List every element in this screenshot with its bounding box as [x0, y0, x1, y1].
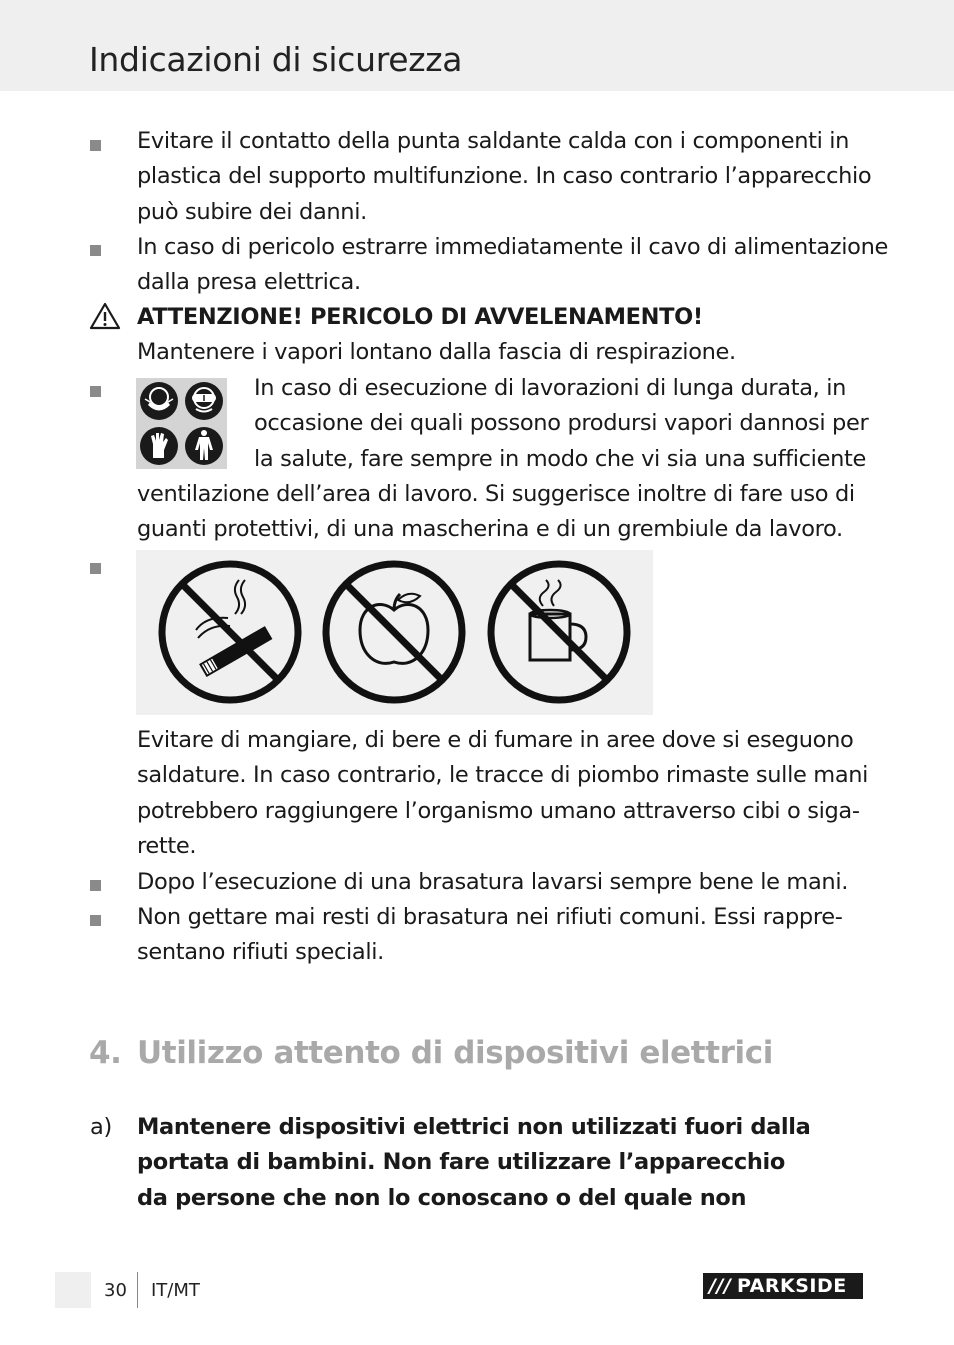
text-line: saldature. In caso contrario, le tracce di piombo rimaste sulle mani [137, 762, 869, 789]
text-line: plastica del supporto multifunzione. In caso contrario l’apparecchio [137, 163, 872, 190]
text-line: guanti protettivi, di una mascherina e di un grembiule da lavoro. [137, 516, 843, 543]
text-line: dalla presa elettrica. [137, 269, 361, 296]
warning-triangle-icon [89, 302, 121, 334]
goggles-icon [185, 382, 223, 420]
gloves-icon [140, 427, 178, 465]
protective-clothing-icon [185, 427, 223, 465]
text-line: Non gettare mai resti di brasatura nei rifiuti comuni. Essi rappre- [137, 904, 843, 930]
list-item [137, 230, 888, 301]
bullet-marker [90, 563, 101, 574]
brand-name: PARKSIDE [737, 1275, 847, 1297]
section-title-text: Utilizzo attento di dispositivi elettrici [137, 1035, 773, 1071]
page-number: 30 [104, 1280, 127, 1301]
text-line: In caso di pericolo estrarre immediatamente il cavo di alimentazione [137, 234, 888, 260]
page-title: Indicazioni di sicurezza [89, 40, 463, 79]
text-line: può subire dei danni. [137, 198, 367, 225]
brand-logo [703, 1273, 863, 1299]
text-line: sentano rifiuti speciali. [137, 939, 384, 966]
text-line: Mantenere dispositivi elettrici non utilizzati fuori dalla [137, 1114, 811, 1140]
list-item-text [137, 723, 868, 864]
list-item [137, 900, 843, 971]
section-number: 4. [89, 1035, 122, 1071]
bullet-marker [90, 880, 101, 891]
no-smoking-icon [162, 564, 298, 700]
text-line: potrebbero raggiungere l’organismo umano attraverso cibi o siga- [137, 797, 860, 824]
footer-marker-box [55, 1272, 91, 1308]
warning-text: Mantenere i vapori lontano dalla fascia di respirazione. [137, 339, 736, 366]
ppe-icons-panel [136, 378, 227, 469]
language-code: IT/MT [151, 1280, 200, 1301]
warning-heading: ATTENZIONE! PERICOLO DI AVVELENAMENTO! [137, 304, 703, 330]
list-item-continuation [137, 477, 855, 548]
bullet-marker [90, 245, 101, 256]
page-header [0, 0, 954, 91]
text-line: rette. [137, 832, 197, 859]
brand-mark: /// [709, 1275, 732, 1297]
text-line: In caso di esecuzione di lavorazioni di lunga durata, in [254, 375, 847, 401]
text-line: ventilazione dell’area di lavoro. Si suggerisce inoltre di fare uso di [137, 481, 855, 507]
list-item [137, 124, 871, 230]
bullet-marker [90, 386, 101, 397]
item-a-text [137, 1110, 811, 1216]
text-line: da persone che non lo conoscano o del quale non [137, 1184, 747, 1211]
text-line: la salute, fare sempre in modo che vi sia una sufficiente [254, 445, 866, 472]
warning-block [137, 300, 736, 371]
mask-icon [140, 382, 178, 420]
text-line: Evitare il contatto della punta saldante calda con i componenti in [137, 128, 850, 154]
no-drinking-icon [491, 564, 627, 700]
text-line: portata di bambini. Non fare utilizzare l’apparecchio [137, 1149, 785, 1176]
list-item [137, 865, 848, 900]
footer-divider [137, 1272, 138, 1308]
bullet-marker [90, 140, 101, 151]
item-marker: a) [90, 1114, 112, 1140]
text-line: occasione dei quali possono prodursi vapori dannosi per [254, 410, 869, 437]
list-item [254, 371, 868, 477]
section-heading [89, 1035, 773, 1071]
text-line: Evitare di mangiare, di bere e di fumare in aree dove si eseguono [137, 727, 854, 753]
no-eating-icon [326, 564, 462, 700]
prohibition-icons-panel [136, 550, 653, 715]
text-line: Dopo l’esecuzione di una brasatura lavarsi sempre bene le mani. [137, 869, 849, 895]
bullet-marker [90, 915, 101, 926]
